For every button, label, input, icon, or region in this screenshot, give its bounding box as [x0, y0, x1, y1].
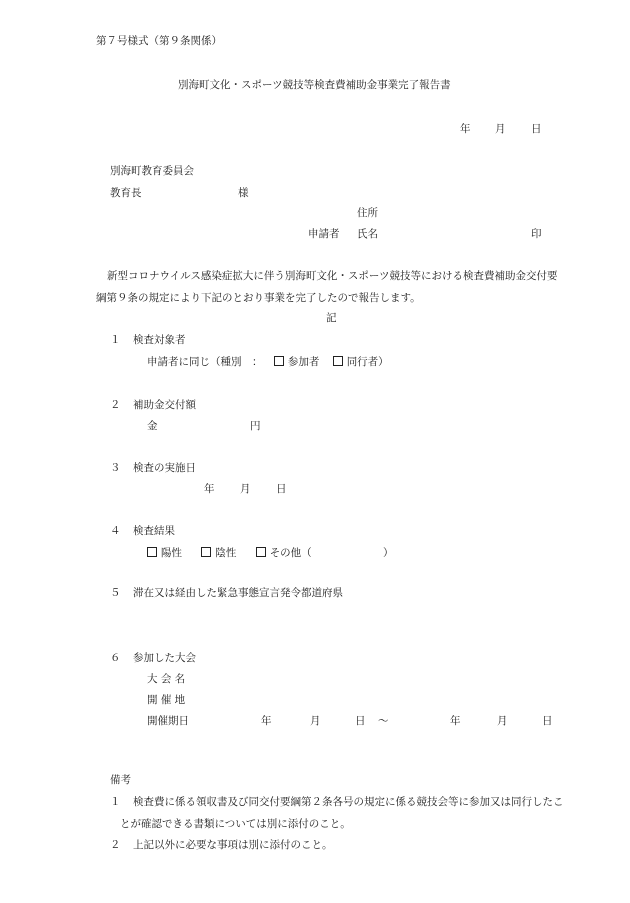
date-year: 年: [460, 123, 471, 135]
section-3-number: ３: [110, 462, 121, 474]
section-1-title: 検査対象者: [133, 334, 186, 346]
companion-checkbox[interactable]: [333, 356, 343, 366]
document-title: 別海町文化・スポーツ競技等検査費補助金事業完了報告書: [178, 79, 451, 91]
other-label: その他（: [269, 547, 312, 559]
participant-checkbox[interactable]: [274, 356, 284, 366]
tournament-period-label: 開催期日: [147, 715, 189, 727]
positive-checkbox[interactable]: [147, 547, 157, 557]
date-month: 月: [495, 123, 506, 135]
address-label: 住所: [357, 207, 378, 219]
period-end-day: 日: [542, 715, 553, 727]
body-paragraph: 新型コロナウイルス感染症拡大に伴う別海町文化・スポーツ競技等における検査費補助金交付要綱第９条の規定により下記のとおり事業を完了したので報告します。: [96, 270, 558, 304]
companion-label: 同行者）: [346, 356, 389, 368]
name-label: 氏名: [357, 228, 378, 240]
form-number: 第７号様式（第９条関係）: [96, 35, 222, 47]
period-end-year: 年: [450, 715, 461, 727]
section-6-title: 参加した大会: [133, 652, 196, 664]
section-1-number: １: [110, 334, 121, 346]
amount-kin: 金: [147, 420, 158, 432]
tournament-venue-label: 開 催 地: [147, 694, 186, 706]
note-1-number: １: [110, 796, 121, 808]
note-2-number: ２: [110, 839, 121, 851]
addressee-org: 別海町教育委員会: [110, 165, 194, 177]
amount-yen: 円: [250, 420, 261, 432]
section-4-number: ４: [110, 525, 121, 537]
ki-label: 記: [326, 312, 337, 324]
tournament-name-label: 大 会 名: [147, 673, 186, 685]
applicant-label: 申請者: [308, 228, 340, 240]
test-date-day: 日: [276, 483, 287, 495]
note-1-text: 検査費に係る領収書及び同交付要綱第２条各号の規定に係る競技会等に参加又は同行したことが確認できる書類については別に添付のこと。: [120, 796, 564, 830]
positive-label: 陽性: [161, 547, 182, 559]
other-close: ）: [383, 547, 394, 559]
section-1-prefix: 申請者に同じ（種別 ：: [147, 356, 263, 368]
seal-mark: 印: [531, 228, 542, 240]
section-4-line: [147, 547, 394, 559]
participant-label: 参加者: [287, 356, 320, 368]
period-start-day: 日: [355, 715, 366, 727]
addressee-position: 教育長: [110, 187, 142, 199]
section-6-number: ６: [110, 652, 121, 664]
negative-label: 陰性: [215, 547, 237, 559]
section-5-title: 滞在又は経由した緊急事態宣言発令都道府県: [133, 587, 343, 599]
section-5-number: ５: [110, 587, 121, 599]
section-2-number: ２: [110, 399, 121, 411]
section-1-line: [147, 356, 389, 368]
period-tilde: ～: [378, 715, 389, 727]
addressee-honorific: 様: [238, 187, 249, 199]
period-end-month: 月: [497, 715, 508, 727]
other-checkbox[interactable]: [256, 547, 266, 557]
test-date-year: 年: [204, 483, 215, 495]
section-3-title: 検査の実施日: [133, 462, 196, 474]
negative-checkbox[interactable]: [201, 547, 211, 557]
section-4-title: 検査結果: [133, 525, 175, 537]
date-day: 日: [531, 123, 542, 135]
period-start-year: 年: [261, 715, 272, 727]
section-2-title: 補助金交付額: [133, 399, 196, 411]
test-date-month: 月: [240, 483, 251, 495]
note-2-text: 上記以外に必要な事項は別に添付のこと。: [133, 839, 333, 851]
notes-heading: 備考: [110, 774, 131, 786]
period-start-month: 月: [310, 715, 321, 727]
